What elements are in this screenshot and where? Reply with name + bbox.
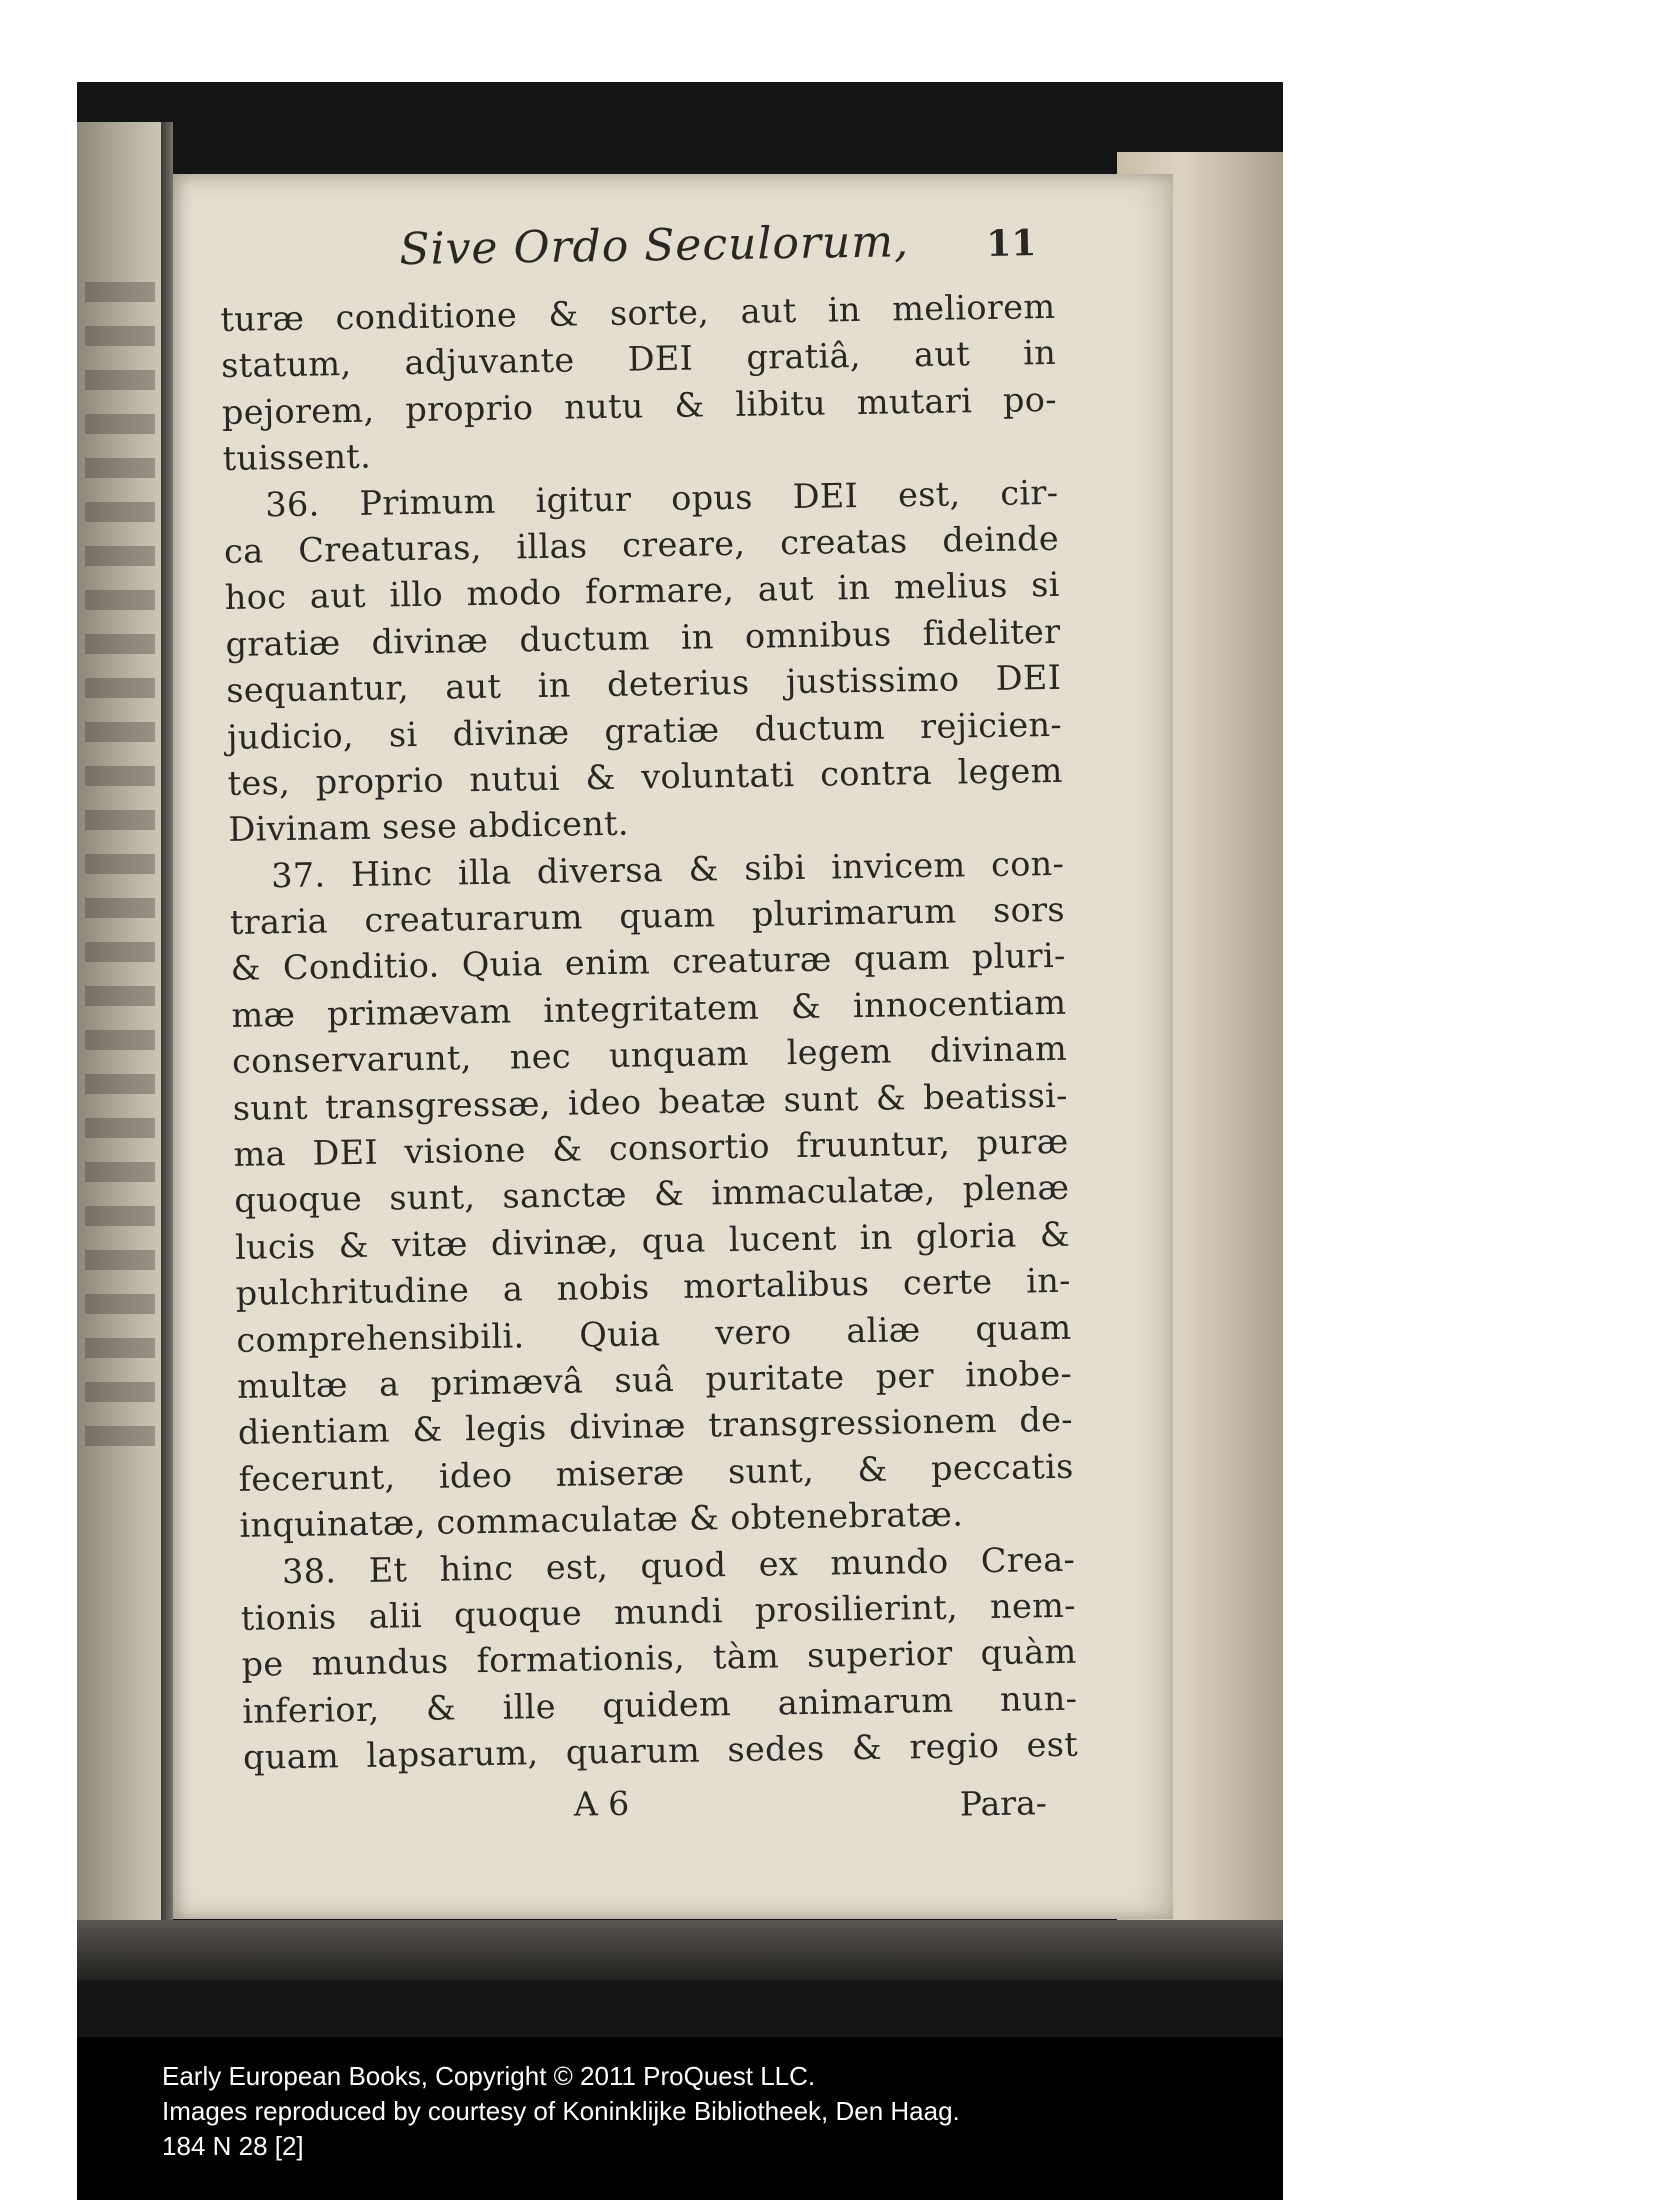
text-line: lucis & vitæ divinæ, qua lucent in gloria & bbox=[234, 1214, 1071, 1267]
left-page-sliver bbox=[77, 122, 167, 1962]
text-line: pejorem, proprio nutu & libitu mutari po- bbox=[221, 379, 1058, 432]
scanned-book-image bbox=[77, 82, 1283, 2037]
credit-courtesy: Images reproduced by courtesy of Koninklijke Bibliotheek, Den Haag. bbox=[162, 2096, 960, 2126]
text-line: & Conditio. Quia enim creaturæ quam pluri- bbox=[230, 936, 1066, 989]
text-line: tes, proprio nutui & voluntati contra legem bbox=[227, 750, 1063, 803]
running-head bbox=[219, 214, 1055, 297]
text-line: ma DEI visione & consortio fruuntur, puræ bbox=[233, 1121, 1069, 1174]
text-line: turæ conditione & sorte, aut in meliorem bbox=[220, 286, 1056, 339]
text-line: traria creaturarum quam plurimarum sors bbox=[229, 889, 1066, 942]
text-line: gratiæ divinæ ductum in omnibus fideliter bbox=[225, 611, 1061, 664]
scan-bottom-shadow bbox=[77, 1920, 1283, 1980]
text-line: inferior, & ille quidem animarum nun- bbox=[242, 1678, 1078, 1731]
text-line: quoque sunt, sanctæ & immaculatæ, plenæ bbox=[233, 1168, 1070, 1221]
text-line: pe mundus formationis, tàm superior quàm bbox=[241, 1632, 1077, 1685]
text-line: multæ a primævâ suâ puritate per inobe- bbox=[236, 1353, 1073, 1406]
text-line: conservarunt, nec unquam legem divinam bbox=[231, 1029, 1068, 1082]
text-line: mæ primævam integritatem & innocentiam bbox=[231, 982, 1067, 1035]
text-line: hoc aut illo modo formare, aut in melius si bbox=[224, 565, 1061, 618]
text-line: inquinatæ, commaculatæ & obtenebratæ. bbox=[239, 1494, 964, 1545]
catchword: Para- bbox=[959, 1782, 1048, 1824]
text-line: judicio, si divinæ gratiæ ductum rejicien- bbox=[226, 704, 1063, 757]
text-line: statum, adjuvante DEI gratiâ, aut in bbox=[220, 333, 1057, 386]
text-line: tionis alii quoque mundi prosilierint, nem- bbox=[240, 1585, 1077, 1638]
text-line: pulchritudine a nobis mortalibus certe in- bbox=[235, 1260, 1071, 1314]
text-line: sequantur, aut in deterius justissimo DEI bbox=[225, 657, 1062, 711]
text-line: quam lapsarum, quarum sedes & regio est bbox=[242, 1724, 1079, 1777]
book-gutter bbox=[161, 122, 173, 1962]
text-line: dientiam & legis divinæ transgressionem de- bbox=[237, 1400, 1074, 1453]
text-line: sunt transgressæ, ideo beatæ sunt & beatissi- bbox=[232, 1075, 1069, 1128]
paragraph-start-37: 37. Hinc illa diversa & sibi invicem con- bbox=[270, 843, 1065, 895]
credit-shelfmark: 184 N 28 [2] bbox=[162, 2131, 304, 2161]
page-text-block bbox=[219, 214, 1079, 1849]
text-line: ca Creaturas, illas creare, creatas deinde bbox=[223, 518, 1060, 571]
paragraph-start-36: 36. Primum igitur opus DEI est, cir- bbox=[265, 472, 1059, 524]
text-line: tuissent. bbox=[222, 436, 372, 479]
paragraph-start-38: 38. Et hinc est, quod ex mundo Crea- bbox=[281, 1539, 1076, 1591]
page-number: 11 bbox=[985, 222, 1037, 265]
text-line: Divinam sese abdicent. bbox=[228, 803, 630, 850]
signature-mark: A 6 bbox=[573, 1783, 630, 1824]
credit-copyright: Early European Books, Copyright © 2011 ProQuest LLC. bbox=[162, 2061, 816, 2091]
text-line: fecerunt, ideo miseræ sunt, & peccatis bbox=[238, 1446, 1074, 1499]
text-line: comprehensibili. Quia vero aliæ quam bbox=[236, 1307, 1072, 1360]
running-title: Sive Ordo Seculorum, bbox=[398, 216, 910, 276]
credit-banner bbox=[77, 2037, 1283, 2200]
left-page-ghost-text bbox=[85, 282, 155, 1462]
